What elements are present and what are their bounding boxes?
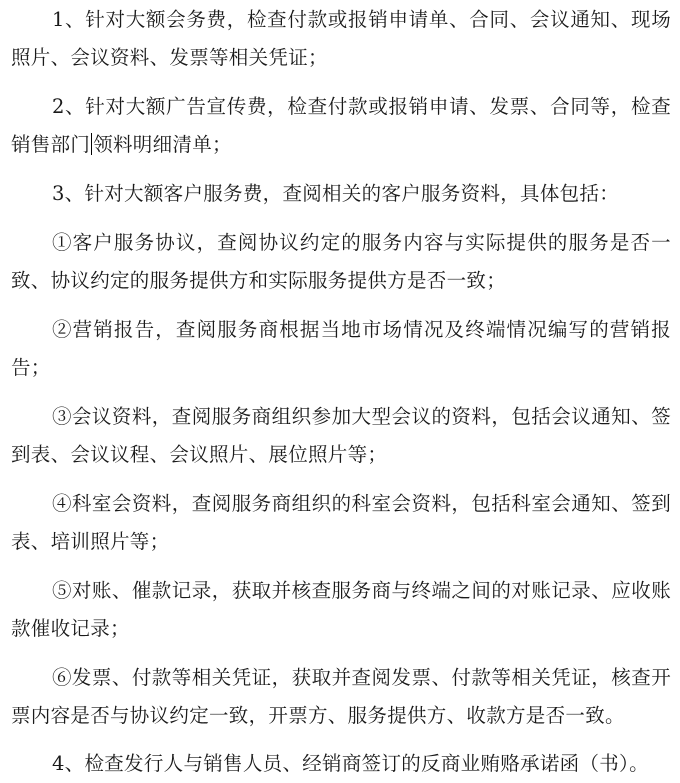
paragraph-2-text-start: 2、针对大额广告宣传费，检查付款或报销申请、发票、合同等，检查销售部门 xyxy=(11,95,671,156)
paragraph-2-advertising-fees xyxy=(11,88,671,164)
sub-item-1-service-agreement: ①客户服务协议，查阅协议约定的服务内容与实际提供的服务是否一致、协议约定的服务提供方和实际服务提供方是否一致； xyxy=(11,231,671,292)
paragraph-1-conference-fees: 1、针对大额会务费，检查付款或报销申请单、合同、会议通知、现场照片、会议资料、发票等相关凭证； xyxy=(11,8,671,69)
sub-item-5-reconciliation-records: ⑤对账、催款记录，获取并核查服务商与终端之间的对账记录、应收账款催收记录； xyxy=(11,579,671,640)
paragraph-2-text-end: 领料明细清单； xyxy=(93,133,232,156)
sub-item-2-marketing-report: ②营销报告，查阅服务商根据当地市场情况及终端情况编写的营销报告； xyxy=(11,318,671,379)
document-body[interactable] xyxy=(11,0,671,783)
paragraph-3-customer-service-fees: 3、针对大额客户服务费，查阅相关的客户服务资料，具体包括： xyxy=(51,182,620,205)
sub-item-4-department-meeting: ④科室会资料，查阅服务商组织的科室会资料，包括科室会通知、签到表、培训照片等； xyxy=(11,492,671,553)
sub-item-3-meeting-materials: ③会议资料，查阅服务商组织参加大型会议的资料，包括会议通知、签到表、会议议程、会议照片、展位照片等； xyxy=(11,405,671,466)
paragraph-4-anti-bribery-commitment: 4、检查发行人与销售人员、经销商签订的反商业贿赂承诺函（书）。 xyxy=(51,752,649,775)
sub-item-6-invoices-payments: ⑥发票、付款等相关凭证，获取并查阅发票、付款等相关凭证，核查开票内容是否与协议约定一致，开票方、服务提供方、收款方是否一致。 xyxy=(11,666,671,727)
